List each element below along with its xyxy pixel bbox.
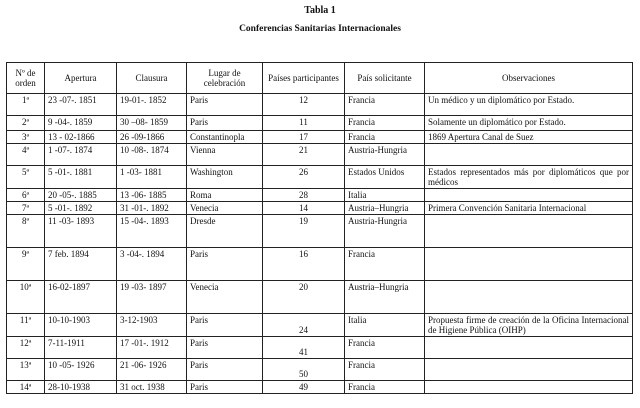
cell-clausura: 30 –08- 1859 <box>117 116 187 131</box>
cell-paises: 41 <box>263 337 345 359</box>
cell-num: 6ª <box>7 189 45 202</box>
cell-apertura: 10-10-1903 <box>45 314 117 337</box>
table-number: Tabla 1 <box>304 5 336 16</box>
table-row <box>7 116 633 131</box>
cell-observaciones <box>425 337 633 359</box>
cell-observaciones <box>425 359 633 381</box>
table-row <box>7 131 633 144</box>
header-num: Nº de orden <box>7 63 45 94</box>
cell-apertura: 9 -04-. 1859 <box>45 116 117 131</box>
table-row <box>7 314 633 337</box>
table-row <box>7 337 633 359</box>
cell-pais-solicitante: Italia <box>345 314 425 337</box>
header-pais-solicitante: País solicitante <box>345 63 425 94</box>
cell-observaciones <box>425 189 633 202</box>
cell-paises: 24 <box>263 314 345 337</box>
cell-lugar: Paris <box>187 314 263 337</box>
cell-apertura: 16-02-1897 <box>45 281 117 314</box>
cell-observaciones <box>425 248 633 281</box>
cell-pais-solicitante: Austria–Hungria <box>345 202 425 215</box>
header-observaciones: Observaciones <box>425 63 633 94</box>
cell-lugar: Paris <box>187 248 263 281</box>
cell-num: 13ª <box>7 359 45 381</box>
cell-paises: 11 <box>263 116 345 131</box>
cell-pais-solicitante: Francia <box>345 359 425 381</box>
table-row <box>7 381 633 394</box>
cell-observaciones: 1869 Apertura Canal de Suez <box>425 131 633 144</box>
cell-lugar: Paris <box>187 359 263 381</box>
cell-apertura: 1 -07-. 1874 <box>45 144 117 166</box>
cell-paises: 12 <box>263 94 345 116</box>
table-title: Conferencias Sanitarias Internacionales <box>239 24 401 34</box>
cell-paises: 16 <box>263 248 345 281</box>
header-clausura: Clausura <box>117 63 187 94</box>
cell-num: 5ª <box>7 166 45 189</box>
cell-clausura: 26 -09-1866 <box>117 131 187 144</box>
cell-lugar: Venecia <box>187 202 263 215</box>
cell-lugar: Dresde <box>187 215 263 248</box>
cell-pais-solicitante: Francia <box>345 381 425 394</box>
cell-apertura: 20 -05-. 1885 <box>45 189 117 202</box>
cell-paises: 14 <box>263 202 345 215</box>
cell-lugar: Paris <box>187 116 263 131</box>
conferences-table <box>6 62 633 394</box>
table-row <box>7 359 633 381</box>
cell-pais-solicitante: Francia <box>345 337 425 359</box>
cell-pais-solicitante: Francia <box>345 248 425 281</box>
cell-num: 2ª <box>7 116 45 131</box>
cell-observaciones: Solamente un diplomático por Estado. <box>425 116 633 131</box>
cell-lugar: Venecia <box>187 281 263 314</box>
cell-pais-solicitante: Austria-Hungria <box>345 215 425 248</box>
cell-num: 3ª <box>7 131 45 144</box>
cell-paises: 20 <box>263 281 345 314</box>
cell-paises: 17 <box>263 131 345 144</box>
cell-clausura: 1 -03- 1881 <box>117 166 187 189</box>
cell-apertura: 5 -01-. 1881 <box>45 166 117 189</box>
table-row <box>7 202 633 215</box>
cell-clausura: 13 -06- 1885 <box>117 189 187 202</box>
cell-num: 14ª <box>7 381 45 394</box>
cell-apertura: 5 -01-. 1892 <box>45 202 117 215</box>
cell-clausura: 17 -01-. 1912 <box>117 337 187 359</box>
table-row <box>7 281 633 314</box>
cell-pais-solicitante: Francia <box>345 94 425 116</box>
cell-observaciones <box>425 144 633 166</box>
cell-clausura: 15 -04-. 1893 <box>117 215 187 248</box>
cell-lugar: Constantinopla <box>187 131 263 144</box>
cell-observaciones: Propuesta firme de creación de la Oficina Internacional de Higiene Pública (OIHP) <box>425 314 633 337</box>
cell-apertura: 13 - 02-1866 <box>45 131 117 144</box>
cell-apertura: 23 -07-. 1851 <box>45 94 117 116</box>
table-row <box>7 215 633 248</box>
cell-pais-solicitante: Austria–Hungria <box>345 281 425 314</box>
cell-pais-solicitante: Austria-Hungria <box>345 144 425 166</box>
header-paises: Países participantes <box>263 63 345 94</box>
cell-pais-solicitante: Italia <box>345 189 425 202</box>
table-row <box>7 166 633 189</box>
cell-observaciones: Un médico y un diplomático por Estado. <box>425 94 633 116</box>
cell-paises: 28 <box>263 189 345 202</box>
cell-apertura: 7-11-1911 <box>45 337 117 359</box>
cell-apertura: 11 -03- 1893 <box>45 215 117 248</box>
cell-clausura: 31 -01-. 1892 <box>117 202 187 215</box>
cell-pais-solicitante: Francia <box>345 131 425 144</box>
table-row <box>7 94 633 116</box>
cell-num: 10ª <box>7 281 45 314</box>
cell-clausura: 10 -08-. 1874 <box>117 144 187 166</box>
cell-paises: 49 <box>263 381 345 394</box>
cell-num: 7ª <box>7 202 45 215</box>
cell-clausura: 21 -06- 1926 <box>117 359 187 381</box>
cell-num: 1ª <box>7 94 45 116</box>
cell-clausura: 31 oct. 1938 <box>117 381 187 394</box>
cell-clausura: 19 -03- 1897 <box>117 281 187 314</box>
cell-paises: 19 <box>263 215 345 248</box>
cell-lugar: Vienna <box>187 144 263 166</box>
cell-paises: 50 <box>263 359 345 381</box>
cell-observaciones <box>425 381 633 394</box>
table-row <box>7 189 633 202</box>
cell-lugar: Paris <box>187 337 263 359</box>
header-row <box>7 63 633 94</box>
table-row <box>7 144 633 166</box>
cell-observaciones: Primera Convención Sanitaria Internacional <box>425 202 633 215</box>
cell-pais-solicitante: Estados Unidos <box>345 166 425 189</box>
cell-num: 9ª <box>7 248 45 281</box>
cell-observaciones <box>425 215 633 248</box>
cell-apertura: 28-10-1938 <box>45 381 117 394</box>
cell-num: 11ª <box>7 314 45 337</box>
cell-clausura: 3 -04-. 1894 <box>117 248 187 281</box>
cell-lugar: Roma <box>187 189 263 202</box>
cell-lugar: Paris <box>187 94 263 116</box>
cell-num: 12ª <box>7 337 45 359</box>
cell-num: 8ª <box>7 215 45 248</box>
cell-apertura: 10 -05- 1926 <box>45 359 117 381</box>
cell-apertura: 7 feb. 1894 <box>45 248 117 281</box>
header-lugar: Lugar de celebración <box>187 63 263 94</box>
cell-pais-solicitante: Francia <box>345 116 425 131</box>
cell-num: 4ª <box>7 144 45 166</box>
cell-lugar: Washington <box>187 166 263 189</box>
cell-paises: 26 <box>263 166 345 189</box>
header-apertura: Apertura <box>45 63 117 94</box>
table-row <box>7 248 633 281</box>
cell-paises: 21 <box>263 144 345 166</box>
cell-observaciones <box>425 281 633 314</box>
cell-observaciones: Estados representados más por diplomáticos que por médicos <box>425 166 633 189</box>
cell-lugar: Paris <box>187 381 263 394</box>
cell-clausura: 19-01-. 1852 <box>117 94 187 116</box>
cell-clausura: 3-12-1903 <box>117 314 187 337</box>
